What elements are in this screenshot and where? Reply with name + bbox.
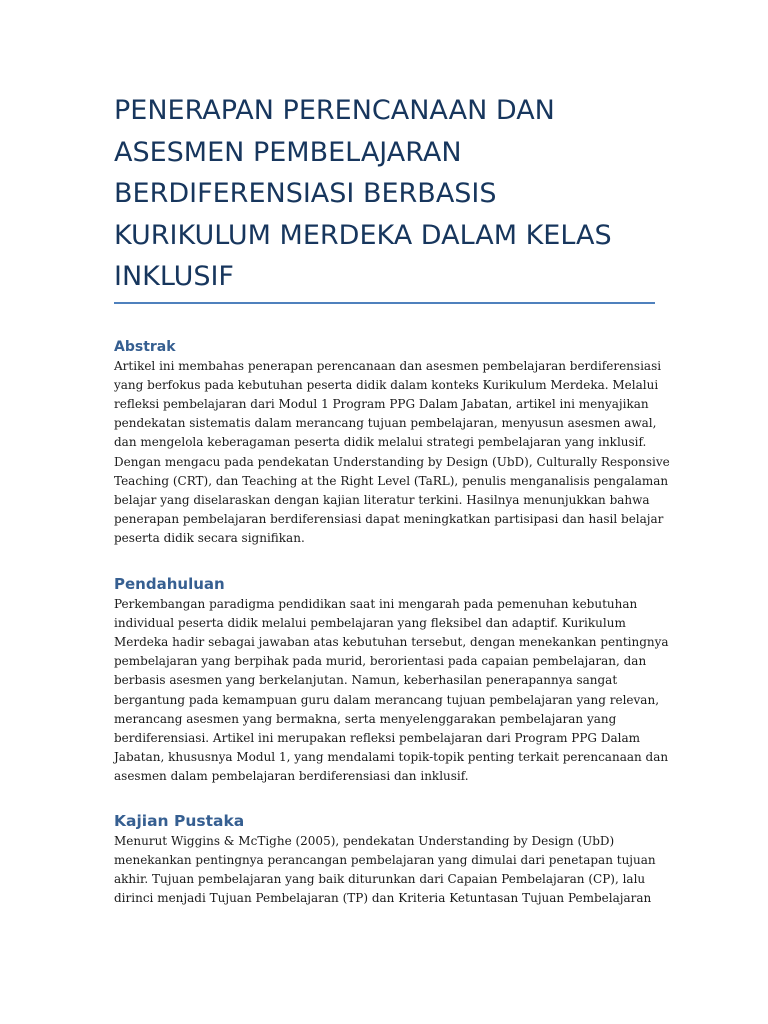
document-title bbox=[114, 90, 655, 298]
text-line: refleksi pembelajaran dari Modul 1 Program PPG Dalam Jabatan, artikel ini menyajikan bbox=[114, 396, 649, 411]
text-line: Perkembangan paradigma pendidikan saat ini mengarah pada pemenuhan kebutuhan bbox=[114, 596, 638, 611]
text-line: pembelajaran yang berpihak pada murid, berorientasi pada capaian pembelajaran, dan bbox=[114, 654, 647, 669]
text-line: peserta didik secara signifikan. bbox=[114, 531, 305, 546]
text-line: yang berfokus pada kebutuhan peserta didik dalam konteks Kurikulum Merdeka. Melalui bbox=[114, 377, 659, 392]
abstract-heading: Abstrak bbox=[114, 338, 176, 355]
text-line: individual peserta didik melalui pembelajaran yang fleksibel dan adaptif. Kurikulum bbox=[114, 615, 626, 630]
text-line: belajar yang diselaraskan dengan kajian literatur terkini. Hasilnya menunjukkan bahwa bbox=[114, 492, 650, 507]
title-line: PENERAPAN PERENCANAAN DAN bbox=[114, 95, 555, 126]
text-line: dan mengelola keberagaman peserta didik melalui strategi pembelajaran yang inklusif. bbox=[114, 435, 647, 450]
text-line: merancang asesmen yang bermakna, serta menyelenggarakan pembelajaran yang bbox=[114, 711, 617, 726]
text-line: menekankan pentingnya perancangan pembelajaran yang dimulai dari penetapan tujuan bbox=[114, 852, 656, 867]
text-line: berdiferensiasi. Artikel ini merupakan refleksi pembelajaran dari Program PPG Dalam bbox=[114, 730, 640, 745]
title-line: ASESMEN PEMBELAJARAN bbox=[114, 136, 462, 168]
text-line: asesmen dalam pembelajaran berdiferensiasi dan inklusif. bbox=[114, 769, 469, 784]
text-line: Artikel ini membahas penerapan perencanaan dan asesmen pembelajaran berdiferensiasi bbox=[114, 358, 662, 373]
text-line: pendekatan sistematis dalam merancang tujuan pembelajaran, menyusun asesmen awal, bbox=[114, 416, 657, 431]
literature-review-heading: Kajian Pustaka bbox=[114, 811, 245, 830]
title-line: KURIKULUM MERDEKA DALAM KELAS bbox=[114, 219, 612, 251]
title-line: BERDIFERENSIASI BERBASIS bbox=[114, 178, 497, 209]
text-line: penerapan pembelajaran berdiferensiasi dapat meningkatkan partisipasi dan hasil belajar bbox=[114, 512, 664, 527]
text-line: Jabatan, khususnya Modul 1, yang mendalami topik-topik penting terkait perencanaan dan bbox=[114, 750, 669, 765]
text-line: berbasis asesmen yang berkelanjutan. Namun, keberhasilan penerapannya sangat bbox=[114, 673, 618, 688]
literature-review-paragraph bbox=[114, 832, 655, 909]
introduction-paragraph bbox=[114, 595, 669, 787]
text-line: bergantung pada kemampuan guru dalam merancang tujuan pembelajaran yang relevan, bbox=[114, 692, 660, 707]
text-line: akhir. Tujuan pembelajaran yang baik diturunkan dari Capaian Pembelajaran (CP), lalu bbox=[114, 871, 646, 886]
introduction-heading: Pendahuluan bbox=[114, 574, 225, 593]
document-page bbox=[114, 90, 670, 908]
title-line: INKLUSIF bbox=[114, 261, 234, 292]
text-line: Dengan mengacu pada pendekatan Understanding by Design (UbD), Culturally Responsive bbox=[114, 454, 670, 469]
abstract-paragraph bbox=[114, 357, 670, 549]
text-line: Teaching (CRT), dan Teaching at the Right Level (TaRL), penulis menganalisis pengalaman bbox=[114, 473, 669, 488]
text-line: Menurut Wiggins & McTighe (2005), pendekatan Understanding by Design (UbD) bbox=[114, 833, 615, 848]
title-divider bbox=[114, 302, 655, 304]
text-line: dirinci menjadi Tujuan Pembelajaran (TP) dan Kriteria Ketuntasan Tujuan Pembelajaran bbox=[114, 891, 652, 906]
text-line: Merdeka hadir sebagai jawaban atas kebutuhan tersebut, dengan menekankan pentingnya bbox=[114, 634, 669, 649]
